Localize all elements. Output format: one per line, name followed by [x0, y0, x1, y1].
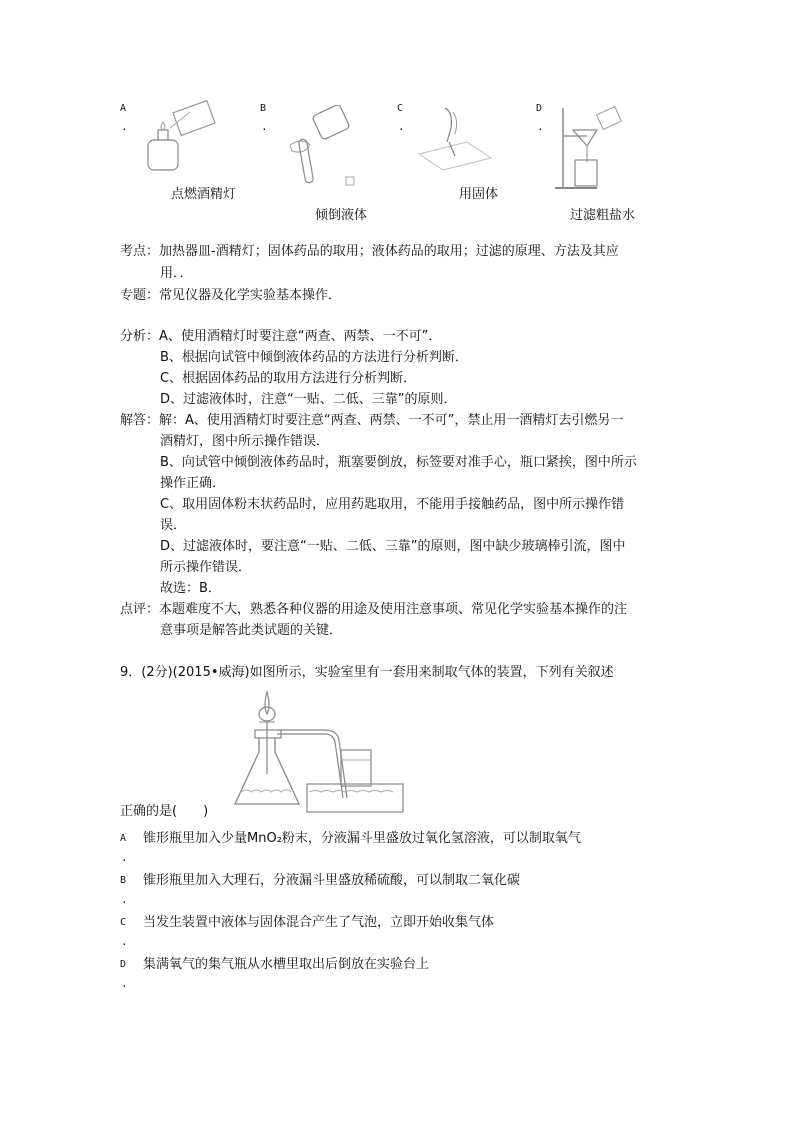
jieda-line-1: 解答：解：A、使用酒精灯时要注意“两查、两禁、一不可”，禁止用一酒精灯去引燃另一 — [120, 413, 624, 428]
option-c-caption: 用固体 — [459, 187, 499, 202]
question-9-stem: 9．(2分)(2015•威海)如图所示，实验室里有一套用来制取气体的装置，下列有关叙述 — [120, 665, 614, 680]
jieda-line-2: 酒精灯，图中所示操作错误． — [160, 434, 330, 449]
dianping-line-2: 意事项是解答此类试题的关键． — [160, 623, 343, 638]
option-c-dot: . — [398, 120, 405, 133]
q9-option-a-text: 锥形瓶里加入少量MnO₂粉末，分液漏斗里盛放过氧化氢溶液，可以制取氧气 — [143, 831, 581, 846]
take-solid-figure — [415, 102, 495, 172]
q9-option-a-dot: . — [121, 851, 128, 864]
option-a-letter: A — [120, 103, 127, 114]
q9-option-b-letter: B — [120, 875, 127, 886]
kaodian-line-1: 考点：加热器皿-酒精灯；固体药品的取用；液体药品的取用；过滤的原理、方法及其应 — [120, 244, 619, 259]
option-a-dot: . — [121, 120, 128, 133]
option-b-caption: 倾倒液体 — [315, 208, 368, 223]
dianping-line-1: 点评：本题难度不大，熟悉各种仪器的用途及使用注意事项、常见化学实验基本操作的注 — [120, 602, 628, 617]
jieda-line-3: B、向试管中倾倒液体药品时，瓶塞要倒放，标签要对准手心，瓶口紧挨，图中所示 — [160, 455, 637, 470]
q9-option-d-letter: D — [120, 959, 127, 970]
filtration-figure — [553, 102, 623, 194]
jieda-line-7: D、过滤液体时，要注意“一贴、二低、三靠”的原则，图中缺少玻璃棒引流，图中 — [160, 539, 626, 554]
fenxi-line-1: 分析：A、使用酒精灯时要注意“两查、两禁、一不可”． — [120, 329, 442, 344]
q9-option-d-dot: . — [121, 977, 128, 990]
jieda-line-9: 故选：B． — [160, 581, 221, 596]
fenxi-line-3: C、根据固体药品的取用方法进行分析判断． — [160, 371, 417, 386]
jieda-line-8: 所示操作错误． — [160, 560, 252, 575]
q9-option-c-letter: C — [120, 917, 127, 928]
option-d-letter: D — [536, 103, 543, 114]
fenxi-line-2: B、根据向试管中倾倒液体药品的方法进行分析判断． — [160, 350, 468, 365]
q9-option-b-dot: . — [121, 893, 128, 906]
q9-option-c-dot: . — [121, 935, 128, 948]
option-d-caption: 过滤粗盐水 — [570, 208, 636, 223]
option-b-letter: B — [260, 103, 267, 114]
option-c-letter: C — [397, 103, 404, 114]
q9-option-b-text: 锥形瓶里加入大理石，分液漏斗里盛放稀硫酸，可以制取二氧化碳 — [143, 873, 521, 888]
kaodian-line-2: 用．． — [160, 266, 193, 281]
fenxi-line-4: D、过滤液体时，注意“一贴、二低、三靠”的原则． — [160, 392, 457, 407]
question-9-stem-end: 正确的是( ) — [120, 804, 209, 819]
zhuanti-line: 专题：常见仪器及化学实验基本操作． — [120, 288, 342, 303]
option-d-dot: . — [537, 120, 544, 133]
alcohol-lamp-figure — [140, 100, 220, 180]
q9-option-a-letter: A — [120, 833, 127, 844]
jieda-line-6: 误． — [160, 518, 187, 533]
option-a-caption: 点燃酒精灯 — [171, 187, 237, 202]
gas-apparatus-figure — [225, 688, 405, 816]
pour-liquid-figure — [280, 105, 370, 195]
q9-option-d-text: 集满氧气的集气瓶从水槽里取出后倒放在实验台上 — [143, 957, 430, 972]
jieda-line-5: C、取用固体粉末状药品时，应用药匙取用，不能用手接触药品，图中所示操作错 — [160, 497, 625, 512]
jieda-line-4: 操作正确． — [160, 476, 226, 491]
q9-option-c-text: 当发生装置中液体与固体混合产生了气泡，立即开始收集气体 — [143, 915, 495, 930]
option-b-dot: . — [261, 120, 268, 133]
